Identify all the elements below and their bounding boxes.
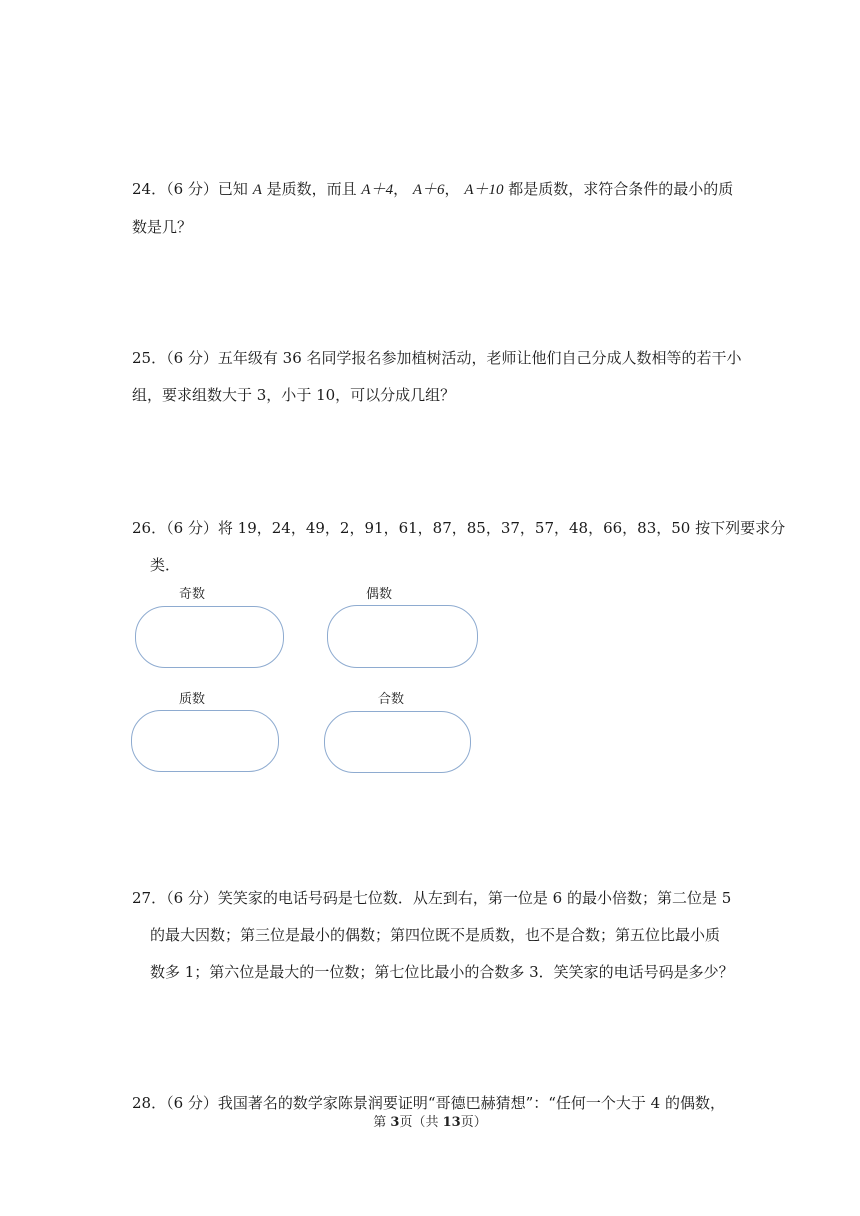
question-number: 25．: [132, 349, 167, 367]
question-24: [132, 171, 732, 246]
current-page-number: 3: [390, 1115, 400, 1130]
question-26-line-1: [132, 510, 786, 547]
question-25-line-1: [132, 340, 742, 377]
even-numbers-label: 偶数: [366, 587, 393, 602]
question-text: 已知: [217, 180, 253, 198]
question-27: [132, 880, 732, 991]
math-expression: A＋10: [464, 182, 504, 198]
footer-text: 第: [373, 1115, 391, 1130]
footer-text: 页）: [460, 1115, 487, 1130]
prime-numbers-box: [131, 710, 279, 772]
question-score: （6 分）: [166, 180, 218, 198]
question-27-line-3: 数多 1；第六位是最大的一位数；第七位比最小的合数多 3．笑笑家的电话号码是多少？: [150, 963, 734, 981]
question-text: 五年级有 36 名同学报名参加植树活动，老师让他们自己分成人数相等的若干小: [217, 349, 742, 367]
question-27-line-2: 的最大因数；第三位是最小的偶数；第四位既不是质数，也不是合数；第五位比最小质: [150, 926, 721, 944]
question-text: 笑笑家的电话号码是七位数．从左到右，第一位是 6 的最小倍数；第二位是 5: [217, 889, 732, 907]
math-expression: A＋4: [361, 182, 394, 198]
question-number: 28．: [132, 1094, 167, 1112]
math-variable: A: [252, 182, 262, 198]
question-score: （6 分）: [166, 1094, 218, 1112]
question-25-line-2: 组，要求组数大于 3，小于 10，可以分成几组？: [132, 386, 456, 404]
question-26-line-2: 类．: [150, 556, 181, 574]
question-number: 26．: [132, 519, 167, 537]
question-text: 是质数，而且: [261, 180, 362, 198]
question-text: 我国著名的数学家陈景润要证明“哥德巴赫猜想”：“任何一个大于 4 的偶数，: [217, 1094, 725, 1112]
question-24-line-2: 数是几？: [132, 218, 193, 236]
question-27-line-1: [132, 880, 732, 917]
question-number: 27．: [132, 889, 167, 907]
composite-numbers-label: 合数: [378, 692, 405, 707]
question-score: （6 分）: [166, 889, 218, 907]
odd-numbers-box: [135, 606, 284, 668]
question-text: 都是质数，求符合条件的最小的质: [503, 180, 734, 198]
even-numbers-box: [327, 605, 478, 668]
total-pages: 13: [442, 1115, 461, 1130]
question-26: [132, 510, 786, 584]
question-number: 24．: [132, 180, 167, 198]
question-score: （6 分）: [166, 349, 218, 367]
footer-text: 页（共: [399, 1115, 443, 1130]
question-24-line-1: [132, 171, 732, 209]
question-score: （6 分）: [166, 519, 218, 537]
odd-numbers-label: 奇数: [179, 587, 206, 602]
separator: ，: [444, 180, 465, 198]
prime-numbers-label: 质数: [179, 692, 206, 707]
separator: ，: [393, 180, 413, 198]
math-expression: A＋6: [412, 182, 445, 198]
page-footer: [0, 1111, 860, 1130]
question-25: [132, 340, 742, 414]
composite-numbers-box: [324, 711, 471, 773]
question-text: 将 19，24，49，2，91，61，87，85，37，57，48，66，83，50 按下列要求分: [217, 519, 786, 537]
